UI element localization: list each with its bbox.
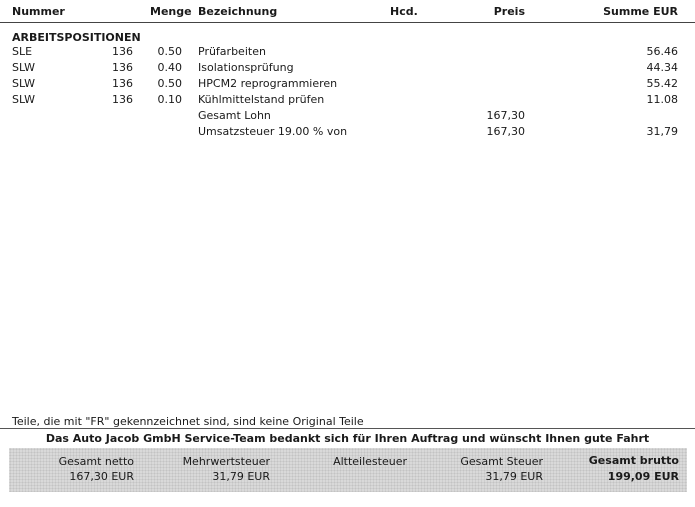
row-bezeichnung: Isolationsprüfung	[198, 61, 294, 74]
row-summe: 11.08	[646, 93, 678, 106]
row-nummer: SLW	[12, 77, 35, 90]
header-bezeichnung: Bezeichnung	[198, 5, 278, 18]
gesamt-lohn-label: Gesamt Lohn	[198, 109, 271, 122]
header-divider	[0, 22, 695, 23]
netto-label: Gesamt netto	[58, 455, 134, 468]
row-nummer: SLE	[12, 45, 33, 58]
row-menge: 0.10	[157, 93, 182, 106]
row-code: 136	[112, 61, 133, 74]
header-menge: Menge	[150, 5, 192, 18]
row-menge: 0.50	[157, 45, 182, 58]
row-code: 136	[112, 77, 133, 90]
ust-label: Umsatzsteuer 19.00 % von	[198, 125, 348, 138]
row-summe: 56.46	[646, 45, 678, 58]
steuer-value: 31,79 EUR	[485, 470, 543, 483]
section-title: ARBEITSPOSITIONEN	[12, 31, 141, 44]
row-code: 136	[112, 93, 133, 106]
row-summe: 44.34	[646, 61, 678, 74]
row-bezeichnung: Kühlmittelstand prüfen	[198, 93, 325, 106]
ust-summe: 31,79	[646, 125, 678, 138]
steuer-label: Gesamt Steuer	[460, 455, 543, 468]
gesamt-lohn-preis: 167,30	[486, 109, 525, 122]
header-preis: Preis	[493, 5, 525, 18]
altteil-label: Altteilesteuer	[333, 455, 407, 468]
row-menge: 0.50	[157, 77, 182, 90]
header-hcd: Hcd.	[390, 5, 418, 18]
footnote: Teile, die mit "FR" gekennzeichnet sind, sind keine Original Teile	[12, 415, 364, 428]
mwst-value: 31,79 EUR	[212, 470, 270, 483]
mwst-label: Mehrwertsteuer	[182, 455, 270, 468]
netto-value: 167,30 EUR	[69, 470, 134, 483]
row-code: 136	[112, 45, 133, 58]
row-nummer: SLW	[12, 93, 35, 106]
row-nummer: SLW	[12, 61, 35, 74]
ust-preis: 167,30	[486, 125, 525, 138]
header-nummer: Nummer	[12, 5, 65, 18]
row-menge: 0.40	[157, 61, 182, 74]
header-summe: Summe EUR	[603, 5, 678, 18]
footnote-divider	[0, 428, 695, 429]
brutto-value: 199,09 EUR	[607, 470, 679, 483]
row-summe: 55.42	[646, 77, 678, 90]
thanks-message: Das Auto Jacob GmbH Service-Team bedankt sich für Ihren Auftrag und wünscht Ihnen gute Fahrt	[45, 432, 650, 445]
row-bezeichnung: Prüfarbeiten	[198, 45, 266, 58]
row-bezeichnung: HPCM2 reprogrammieren	[198, 77, 338, 90]
brutto-label: Gesamt brutto	[588, 454, 679, 467]
